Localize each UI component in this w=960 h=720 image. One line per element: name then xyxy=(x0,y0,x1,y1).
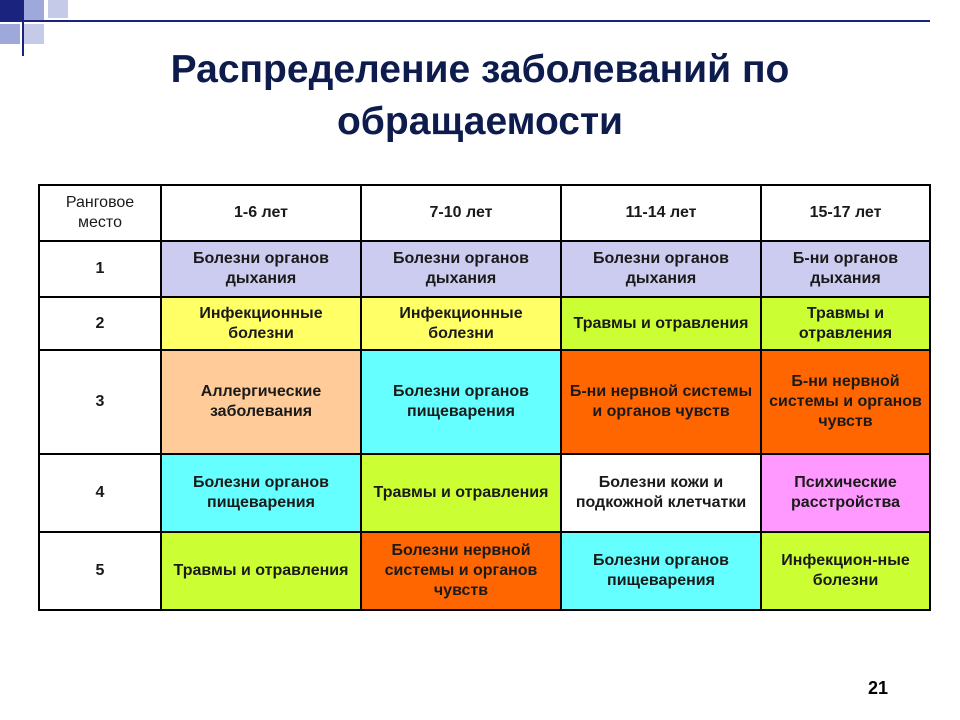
rank-cell: 3 xyxy=(39,350,161,454)
corner-square-4 xyxy=(0,24,20,44)
corner-square-1 xyxy=(0,0,22,22)
table-cell: Травмы и отравления xyxy=(161,532,361,610)
decorative-horizontal-line xyxy=(0,20,930,22)
table-cell: Болезни органов пищеварения xyxy=(161,454,361,532)
header-age-1-6: 1-6 лет xyxy=(161,185,361,241)
title-line-1: Распределение заболеваний по xyxy=(170,48,790,91)
table-cell: Болезни кожи и подкожной клетчатки xyxy=(561,454,761,532)
table-cell: Болезни органов дыхания xyxy=(161,241,361,297)
table-cell: Инфекционные болезни xyxy=(361,297,561,350)
header-age-11-14: 11-14 лет xyxy=(561,185,761,241)
table-header-row xyxy=(39,185,930,241)
rank-cell: 4 xyxy=(39,454,161,532)
table-cell: Б-ни органов дыхания xyxy=(761,241,930,297)
decorative-vertical-line xyxy=(22,0,24,56)
table-cell: Б-ни нервной системы и органов чувств xyxy=(761,350,930,454)
table-cell: Болезни органов пищеварения xyxy=(561,532,761,610)
title-line-2: обращаемости xyxy=(336,100,624,143)
table-cell: Болезни органов пищеварения xyxy=(361,350,561,454)
disease-table xyxy=(38,184,931,611)
table-cell: Травмы и отравления xyxy=(761,297,930,350)
table-cell: Болезни органов дыхания xyxy=(361,241,561,297)
table-cell: Аллергические заболевания xyxy=(161,350,361,454)
table-cell: Инфекционные болезни xyxy=(161,297,361,350)
rank-cell: 2 xyxy=(39,297,161,350)
table-cell: Болезни органов дыхания xyxy=(561,241,761,297)
table-row xyxy=(39,532,930,610)
page-number: 21 xyxy=(868,678,889,698)
table-cell: Б-ни нервной системы и органов чувств xyxy=(561,350,761,454)
corner-square-2 xyxy=(24,0,44,20)
table-cell: Болезни нервной системы и органов чувств xyxy=(361,532,561,610)
table-cell: Психические расстройства xyxy=(761,454,930,532)
table-cell: Травмы и отравления xyxy=(361,454,561,532)
header-rank: Ранговое место xyxy=(39,185,161,241)
corner-square-3 xyxy=(48,0,68,18)
table-row xyxy=(39,297,930,350)
table-cell: Инфекцион-ные болезни xyxy=(761,532,930,610)
header-age-7-10: 7-10 лет xyxy=(361,185,561,241)
page-title xyxy=(40,44,920,148)
table-cell: Травмы и отравления xyxy=(561,297,761,350)
rank-cell: 5 xyxy=(39,532,161,610)
table-row xyxy=(39,241,930,297)
corner-square-5 xyxy=(24,24,44,44)
table-row xyxy=(39,350,930,454)
header-age-15-17: 15-17 лет xyxy=(761,185,930,241)
table-row xyxy=(39,454,930,532)
rank-cell: 1 xyxy=(39,241,161,297)
